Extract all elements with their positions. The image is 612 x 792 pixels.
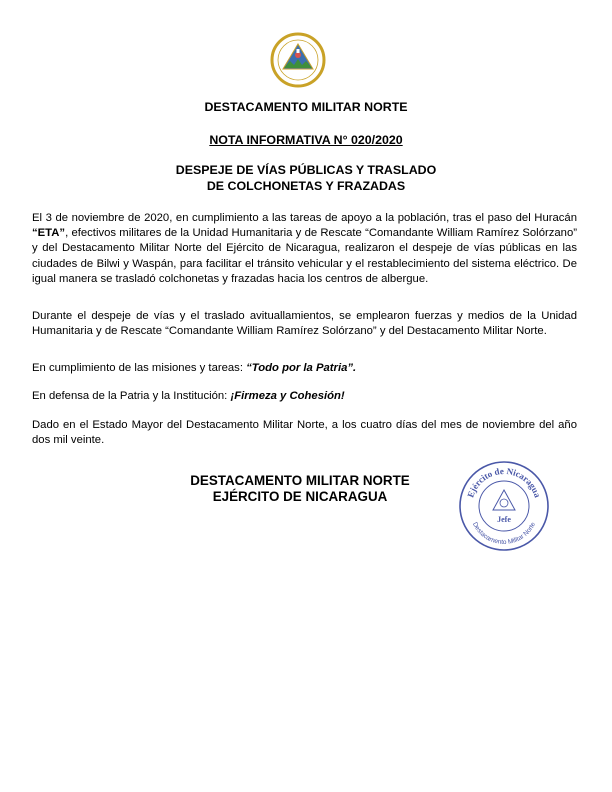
paragraph-3 [32, 361, 577, 376]
paragraph-4 [32, 389, 577, 404]
signature-unit: DESTACAMENTO MILITAR NORTE [190, 473, 410, 488]
document-title-line-1: DESPEJE DE VÍAS PÚBLICAS Y TRASLADO [175, 163, 437, 177]
motto-firmeza-y-cohesion: ¡Firmeza y Cohesión! [230, 390, 345, 402]
svg-text:Jefe: Jefe [497, 515, 511, 524]
svg-text:Ejército de Nicaragua: Ejército de Nicaragua [465, 465, 543, 499]
paragraph-3-text: En cumplimiento de las misiones y tareas: [32, 362, 247, 374]
paragraph-5: Dado en el Estado Mayor del Destacamento Militar Norte, a los cuatro días del mes de noviembre del año dos mil veinte. [32, 419, 577, 447]
unit-heading: DESTACAMENTO MILITAR NORTE [204, 100, 408, 114]
paragraph-2: Durante el despeje de vías y el traslado avituallamientos, se emplearon fuerzas y medios de la Unidad Humanitaria y de Rescate “Comandante William Ramírez Solórzano” y del Destacamento Militar Norte. [32, 310, 577, 338]
storm-name: “ETA” [32, 227, 66, 240]
paragraph-4-text: En defensa de la Patria y la Institución: [32, 390, 231, 402]
nicaragua-coat-of-arms-seal [270, 32, 326, 88]
motto-todo-por-la-patria: “Todo por la Patria”. [246, 362, 357, 374]
nota-number: NOTA INFORMATIVA N° 020/2020 [209, 133, 403, 147]
paragraph-1 [32, 211, 577, 287]
paragraph-1-text-b: , efectivos militares de la Unidad Humanitaria y de Rescate “Comandante William Ramírez Solórzano” y del Destacamento Militar Norte del Ejército de Nicaragua, realizaron el despeje de vías públicas en las ciudades de Bilwi y Waspán, para facilitar el tránsito vehicular y el restablecimiento del sistema eléctrico. De igual manera se trasladó colchonetas y frazadas hacia los centros de albergue. [32, 227, 577, 285]
paragraph-1-text-a: El 3 de noviembre de 2020, en cumplimiento a las tareas de apoyo a la población, tras el paso del Huracán [32, 212, 577, 224]
official-stamp [458, 460, 550, 552]
svg-text:Destacamento Militar Norte: Destacamento Militar Norte [470, 521, 538, 547]
signature-army: EJÉRCITO DE NICARAGUA [212, 489, 388, 504]
document-title-line-2: DE COLCHONETAS Y FRAZADAS [206, 179, 406, 193]
